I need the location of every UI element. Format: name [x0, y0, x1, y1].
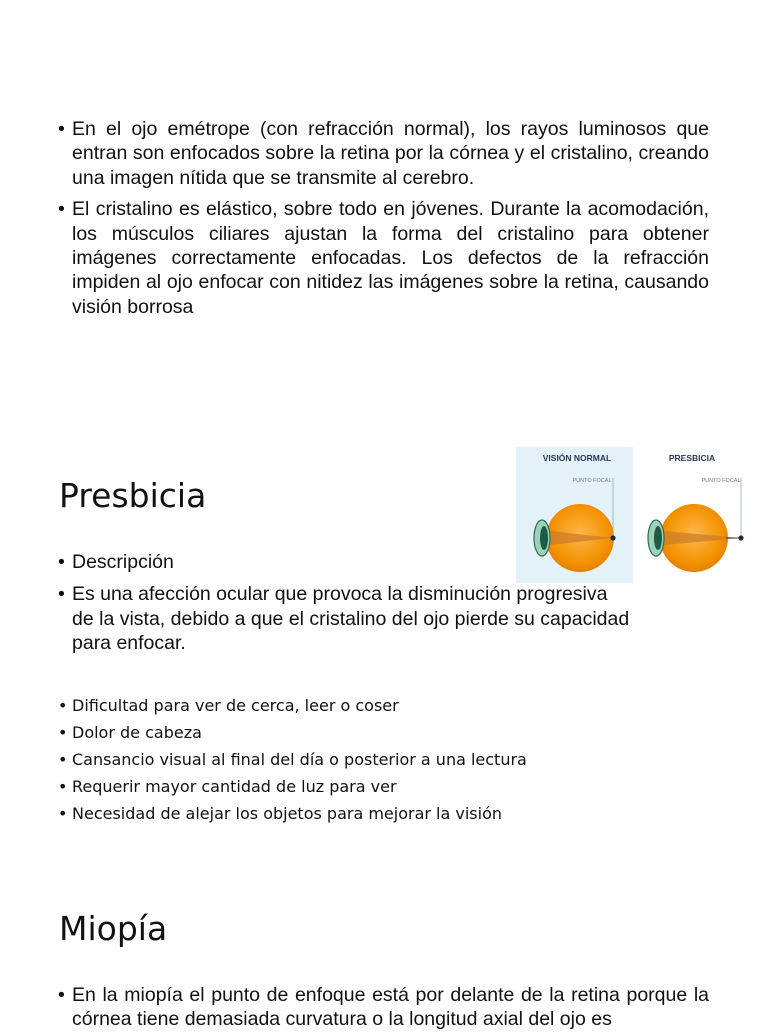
miopia-heading: Miopía — [59, 909, 168, 948]
intro-bullet: • En el ojo emétrope (con refracción normal), los rayos luminosos que entran son enfocados sobre la retina por la córnea y el cristalino, creando una imagen nítida que se transmite al cerebro. — [58, 117, 709, 190]
focal-point-label: PUNTO FOCAL — [701, 478, 741, 484]
symptom-item: • Necesidad de alejar los objetos para mejorar la visión — [58, 800, 658, 827]
presbicia-bullet: • Es una afección ocular que provoca la disminución progresiva de la vista, debido a que el cristalino del ojo pierde su capacidad para enfocar. — [58, 582, 633, 655]
focal-point-presbicia — [738, 535, 743, 540]
presbicia-bullet-list — [58, 550, 633, 664]
symptom-item: • Cansancio visual al final del día o posterior a una lectura — [58, 746, 658, 773]
symptom-item: • Requerir mayor cantidad de luz para ver — [58, 773, 658, 800]
intro-bullet: • El cristalino es elástico, sobre todo en jóvenes. Durante la acomodación, los músculos ciliares ajustan la forma del cristalino para obtener imágenes correctamente enfocadas. Los defectos de la refracción impiden al ojo enfocar con nitidez las imágenes sobre la retina, causando visión borrosa — [58, 197, 709, 319]
intro-bullet-list — [58, 117, 709, 326]
miopia-bullet: • En la miopía el punto de enfoque está por delante de la retina porque la córnea tiene demasiada curvatura o la longitud axial del ojo es — [58, 983, 709, 1032]
symptom-item: • Dificultad para ver de cerca, leer o coser — [58, 692, 658, 719]
lens-normal — [540, 526, 548, 550]
symptom-list — [58, 692, 658, 827]
lens-presbicia — [654, 526, 662, 550]
focal-point-label: PUNTO FOCAL — [572, 478, 612, 484]
presbicia-heading: Presbicia — [59, 476, 207, 515]
miopia-bullet-list — [58, 983, 709, 1032]
presbicia-bullet: • Descripción — [58, 550, 633, 574]
focal-point-normal — [610, 535, 615, 540]
presbicia-figure-title: PRESBICIA — [668, 453, 716, 463]
symptom-item: • Dolor de cabeza — [58, 719, 658, 746]
normal-vision-title: VISIÓN NORMAL — [542, 453, 612, 463]
